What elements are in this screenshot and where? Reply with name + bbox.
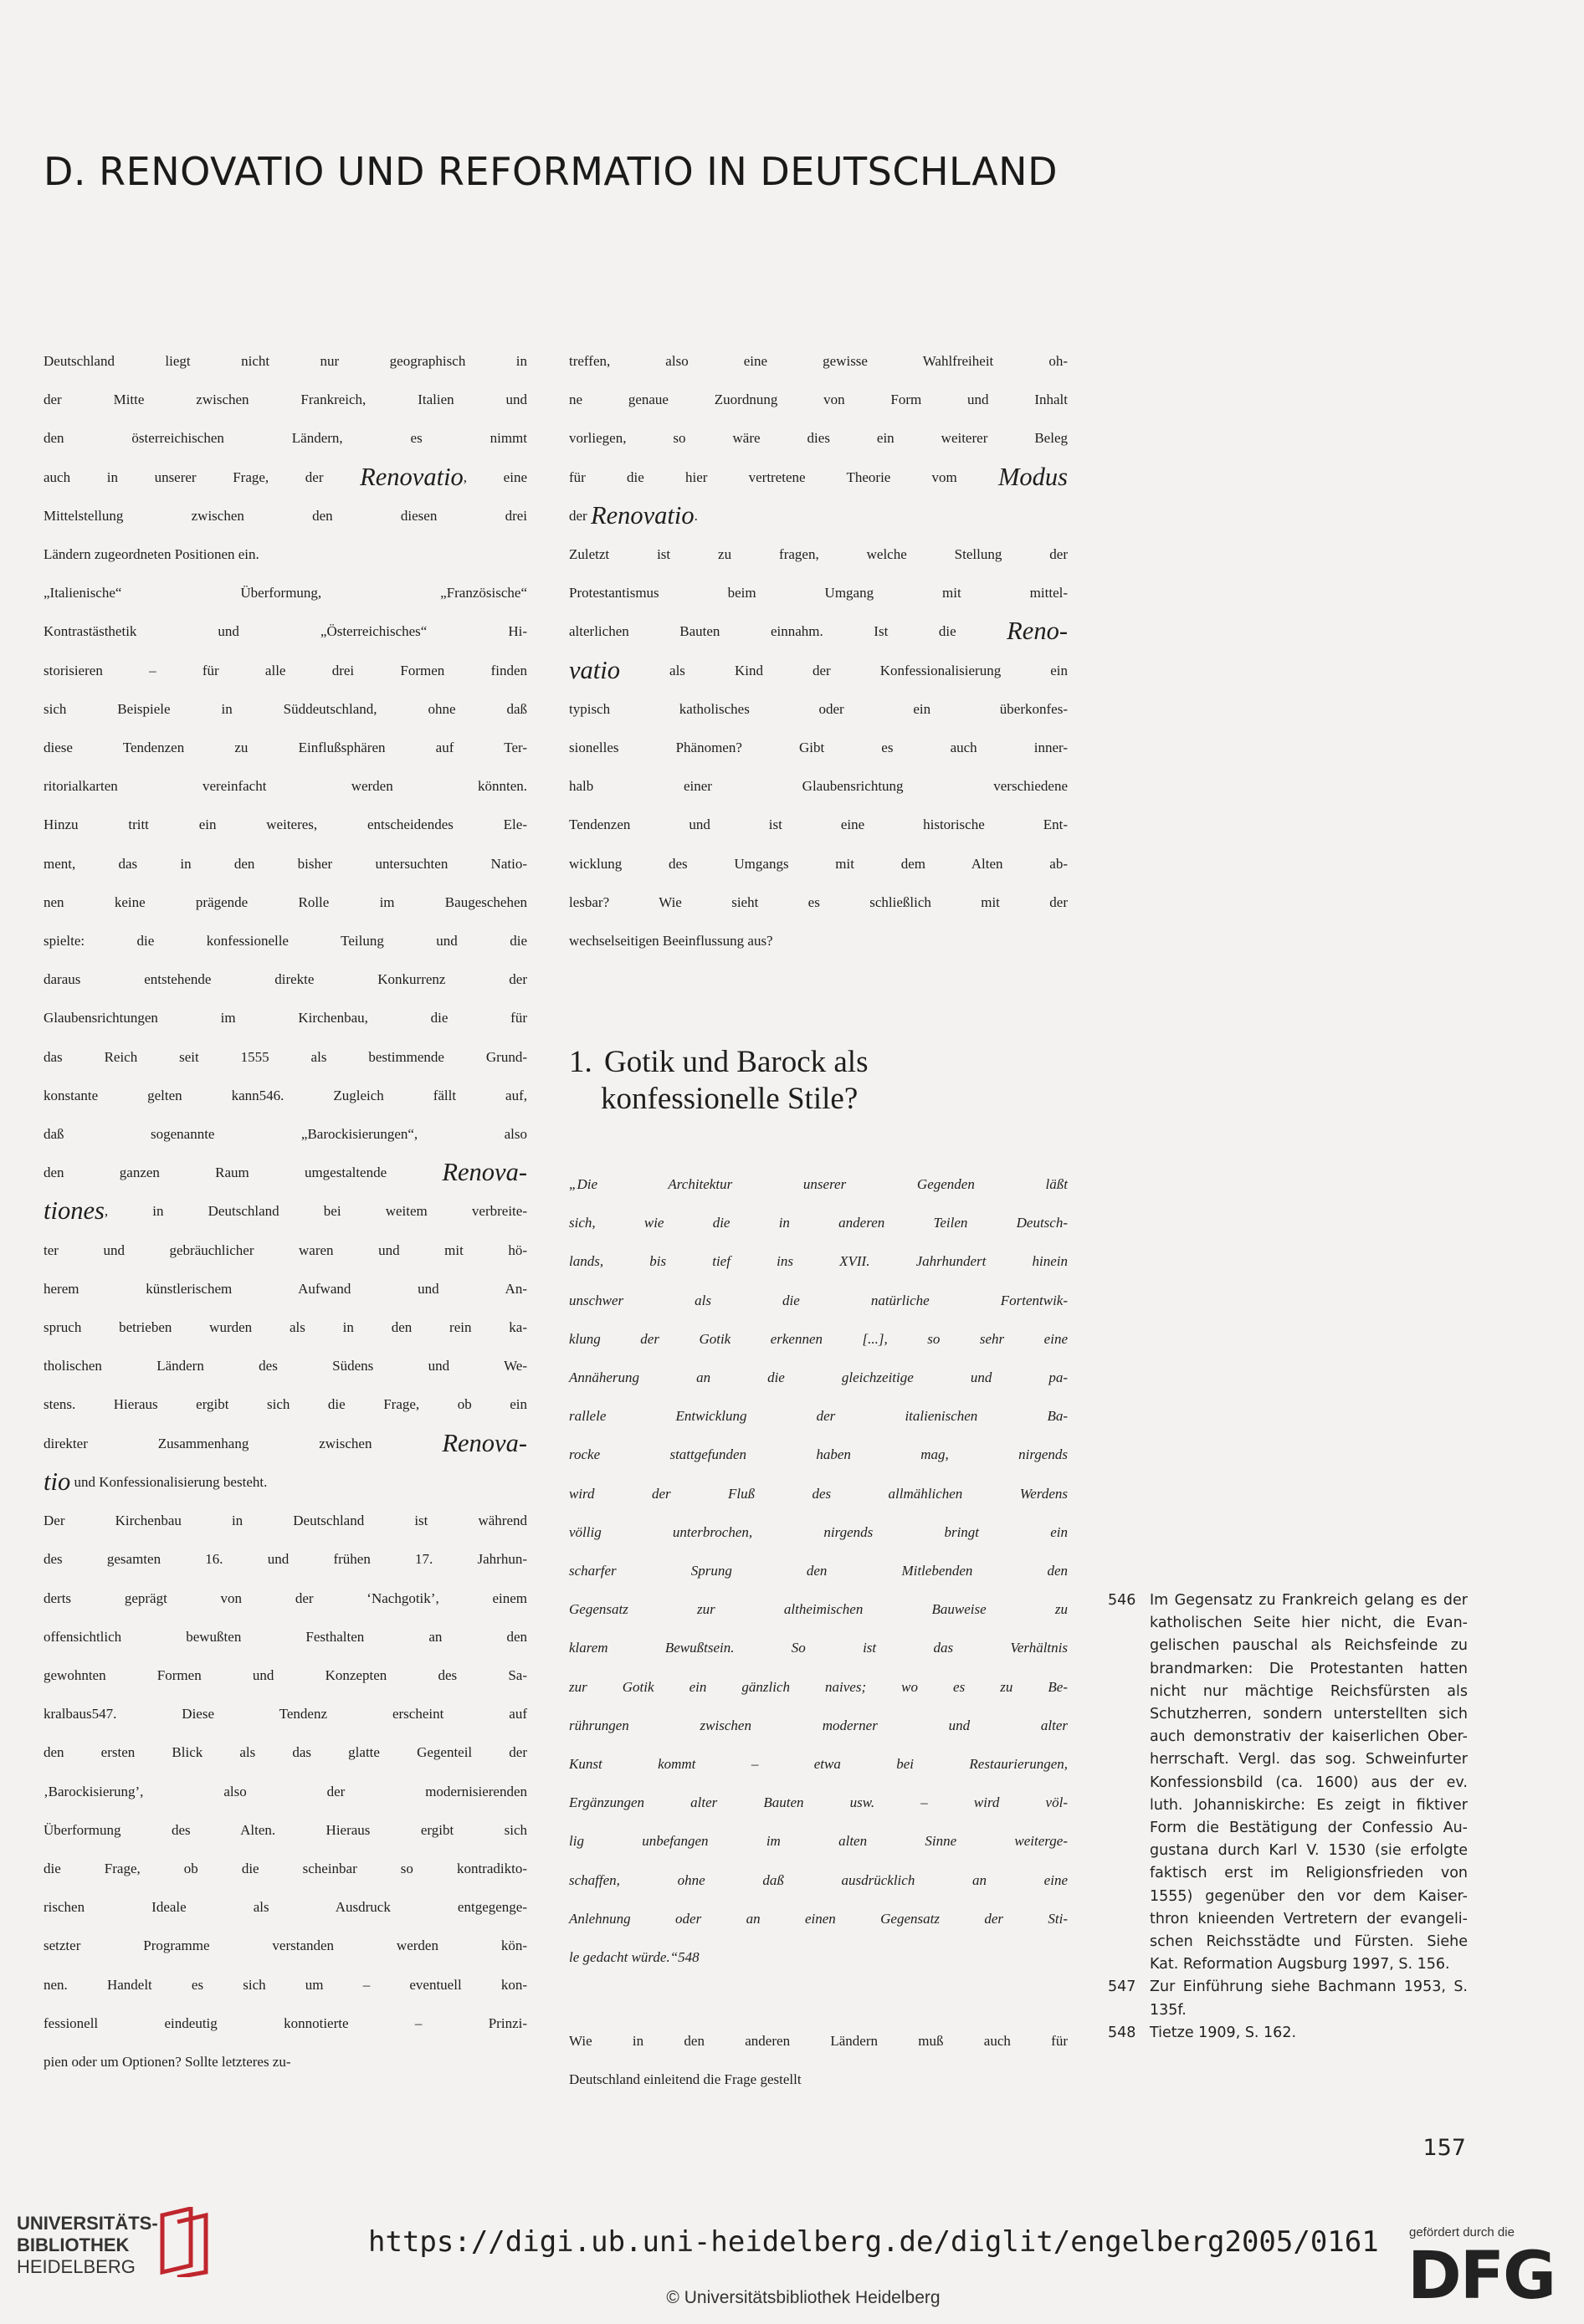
- footnote-line: Form die Bestätigung der Confessio Au-: [1150, 1820, 1468, 1837]
- footnote-number: 546: [1108, 1592, 1136, 1609]
- footnote-number: 547: [1108, 1978, 1136, 1996]
- left-column-line: [44, 612, 527, 650]
- body-column-middle: [569, 341, 1068, 960]
- footnote-reference: kralbaus: [44, 1706, 92, 1723]
- text-run: Renova-: [442, 1158, 527, 1187]
- library-name-line-1: UNIVERSITÄTS-: [17, 2213, 158, 2234]
- footnote-reference: offensichtlich bewußten Festhalten an den: [44, 1628, 527, 1645]
- footnote-reference: Gegensatz zur altheimischen Bauweise zu: [569, 1601, 1068, 1618]
- left-column-line: [44, 1501, 527, 1539]
- left-column-line: [44, 1810, 527, 1849]
- footnote-reference: lands, bis tief ins XVII. Jahrhundert hinein: [569, 1253, 1068, 1270]
- footnote-reference: Überformung des Alten. Hieraus ergibt sich: [44, 1821, 527, 1838]
- text-run: tiones: [44, 1196, 105, 1226]
- footnote-reference: setzter Programme verstanden werden kön-: [44, 1938, 527, 1954]
- footnote-line: Schutzherren, sondern unterstellten sich: [1150, 1706, 1468, 1723]
- footnote-reference: Kontrastästhetik und „Österreichisches“ Hi-: [44, 623, 527, 640]
- left-column-line: [44, 1462, 527, 1501]
- footnote-reference: alterlichen Bauten einnahm. Ist die: [569, 623, 1007, 640]
- footnote-line: gelischen pauschal als Reichsfeinde zu: [1150, 1637, 1468, 1655]
- footnote-reference: storisieren – für alle drei Formen finden: [44, 662, 527, 678]
- footnote-reference: Ländern zugeordneten Positionen ein.: [44, 546, 259, 563]
- footnote-reference: .: [694, 507, 698, 524]
- middle-column-line: [569, 612, 1068, 650]
- footnote-547: [1108, 1976, 1468, 2021]
- block-quote: [569, 1165, 1068, 1976]
- footnote-reference: sich Beispiele in Süddeutschland, ohne daß: [44, 700, 527, 717]
- footnote-reference: daraus entstehende direkte Konkurrenz der: [44, 971, 527, 988]
- left-column-line: [44, 418, 527, 457]
- text-run: Renova-: [442, 1428, 527, 1457]
- footnote-reference: rallele Entwicklung der italienischen Ba-: [569, 1408, 1068, 1425]
- text-run: Reno-: [1007, 617, 1068, 646]
- footnote-reference: scharfer Sprung den Mitlebenden den: [569, 1563, 1068, 1579]
- left-column-line: [44, 380, 527, 418]
- footnote-reference: daß sogenannte „Barockisierungen“, also: [44, 1126, 527, 1143]
- footnote-reference: diese Tendenzen zu Einflußsphären auf Ter-: [44, 740, 527, 756]
- footnote-reference: . Zugleich fällt auf,: [280, 1087, 527, 1103]
- footnote-reference: schaffen, ohne daß ausdrücklich an eine: [569, 1871, 1068, 1888]
- quote-line: [569, 1821, 1068, 1860]
- left-column-line: [44, 1579, 527, 1617]
- footnote-reference: lig unbefangen im alten Sinne weiterge-: [569, 1833, 1068, 1850]
- footnote-reference: tholischen Ländern des Südens und We-: [44, 1358, 527, 1374]
- footnote-line: Tietze 1909, S. 162.: [1150, 2024, 1297, 2041]
- library-name-line-2: BIBLIOTHEK: [17, 2234, 130, 2255]
- footnote-reference: der: [569, 507, 591, 524]
- footnote-reference: 547: [91, 1706, 114, 1723]
- left-column-line: [44, 1539, 527, 1578]
- after-quote-line: [569, 2021, 1068, 2060]
- quote-line: [569, 1281, 1068, 1319]
- footnote-reference: wicklung des Umgangs mit dem Alten ab-: [569, 855, 1068, 872]
- left-column-line: [44, 844, 527, 883]
- footnote-reference: 546: [259, 1087, 281, 1103]
- left-column-line: [44, 2042, 527, 2081]
- footnote-reference: nen keine prägende Rolle im Baugeschehen: [44, 893, 527, 910]
- middle-column-line: [569, 689, 1068, 728]
- quote-line: [569, 1861, 1068, 1899]
- footnote-reference: völlig unterbrochen, nirgends bringt ein: [569, 1523, 1068, 1540]
- document-url-link[interactable]: https://digi.ub.uni-heidelberg.de/diglit/engelberg2005/0161: [368, 2225, 1379, 2259]
- footnote-548: [1108, 2022, 1468, 2045]
- footnote-reference: le gedacht würde.“: [569, 1949, 679, 1966]
- footnote-line: Zur Einführung siehe Bachmann 1953, S.: [1150, 1978, 1468, 1996]
- left-column-line: [44, 689, 527, 728]
- library-name-line-3: HEIDELBERG: [17, 2256, 136, 2277]
- footnote-reference: den österreichischen Ländern, es nimmt: [44, 430, 527, 447]
- footnote-reference: Mittelstellung zwischen den diesen drei: [44, 507, 527, 524]
- footnote-reference: Deutschland liegt nicht nur geographisch in: [44, 353, 527, 369]
- section-heading: [569, 1044, 1071, 1118]
- footnote-line: gustana durch Karl V. 1530 (sie erfolgte: [1150, 1842, 1468, 1860]
- left-column-line: [44, 921, 527, 960]
- footnote-reference: Hinzu tritt ein weiteres, entscheidendes Ele-: [44, 816, 527, 833]
- left-column-line: [44, 1424, 527, 1462]
- left-column-line: [44, 1076, 527, 1114]
- footnote-line: 135f.: [1150, 2001, 1187, 2019]
- footnote-reference: wechselseitigen Beeinflussung aus?: [569, 933, 773, 950]
- quote-line: [569, 1938, 1068, 1976]
- quote-line: [569, 1435, 1068, 1473]
- body-text-after-quote: [569, 2021, 1068, 2098]
- quote-line: [569, 1319, 1068, 1358]
- quote-line: [569, 1783, 1068, 1821]
- left-column-line: [44, 1849, 527, 1887]
- left-column-line: [44, 1191, 527, 1230]
- quote-line: [569, 1358, 1068, 1396]
- chapter-title: D. RENOVATIO UND REFORMATIO IN DEUTSCHLAND: [44, 149, 1059, 194]
- quote-line: [569, 1165, 1068, 1203]
- footnote-546: [1108, 1589, 1468, 1976]
- left-column-line: [44, 2004, 527, 2042]
- left-column-line: [44, 1733, 527, 1771]
- footnote-reference: der Mitte zwischen Frankreich, Italien und: [44, 392, 527, 408]
- footnote-reference: ritorialkarten vereinfacht werden könnten.: [44, 778, 527, 795]
- middle-column-line: [569, 573, 1068, 612]
- middle-column-line: [569, 341, 1068, 380]
- footnote-reference: halb einer Glaubensrichtung verschiedene: [569, 778, 1068, 795]
- quote-line: [569, 1899, 1068, 1938]
- funding-caption: gefördert durch die: [1409, 2225, 1515, 2240]
- quote-line: [569, 1203, 1068, 1241]
- body-column-left: [44, 341, 527, 2081]
- footnote-reference: ‚Barockisierung’, also der modernisierenden: [44, 1783, 527, 1799]
- left-column-line: [44, 766, 527, 805]
- footnote-line: 1555) gegenüber den vor dem Kaiser-: [1150, 1887, 1468, 1905]
- footnote-reference: als Kind der Konfessionalisierung ein: [620, 662, 1068, 678]
- footnote-reference: 548: [678, 1949, 700, 1966]
- quote-line: [569, 1744, 1068, 1783]
- left-column-line: [44, 960, 527, 998]
- footnote-line: schen Reichsstädte und Fürsten. Siehe: [1150, 1933, 1468, 1951]
- footnote-reference: herem künstlerischem Aufwand und An-: [44, 1280, 527, 1297]
- left-column-line: [44, 805, 527, 843]
- footnote-reference: sionelles Phänomen? Gibt es auch inner-: [569, 740, 1068, 756]
- footnote-reference: fessionell eindeutig konnotierte – Prinzi-: [44, 2014, 527, 2031]
- left-column-line: [44, 1694, 527, 1733]
- footnote-reference: den ganzen Raum umgestaltende: [44, 1165, 443, 1181]
- left-column-line: [44, 1965, 527, 2004]
- footnote-reference: für die hier vertretene Theorie vom: [569, 468, 998, 485]
- quote-line: [569, 1241, 1068, 1280]
- footnote-reference: zur Gotik ein gänzlich naives; wo es zu Be-: [569, 1678, 1068, 1695]
- left-column-line: [44, 1114, 527, 1153]
- middle-column-line: [569, 651, 1068, 689]
- footnote-reference: klung der Gotik erkennen [...], so sehr eine: [569, 1330, 1068, 1347]
- quote-line: [569, 1474, 1068, 1513]
- footnote-reference: rocke stattgefunden haben mag, nirgends: [569, 1446, 1068, 1463]
- footnote-reference: gewohnten Formen und Konzepten des Sa-: [44, 1666, 527, 1683]
- left-column-line: [44, 1385, 527, 1423]
- footnote-reference: derts geprägt von der ‘Nachgotik’, einem: [44, 1589, 527, 1606]
- text-run: Renovatio: [360, 462, 464, 491]
- middle-column-line: [569, 380, 1068, 418]
- footnote-reference: Anlehnung oder an einen Gegensatz der Sti-: [569, 1910, 1068, 1927]
- footnote-reference: ter und gebräuchlicher waren und mit hö-: [44, 1241, 527, 1258]
- left-column-line: [44, 1772, 527, 1810]
- footnote-reference: ne genaue Zuordnung von Form und Inhalt: [569, 392, 1068, 408]
- footnote-line: Kat. Reformation Augsburg 1997, S. 156.: [1150, 1956, 1450, 1973]
- left-column-line: [44, 728, 527, 766]
- left-column-line: [44, 1269, 527, 1308]
- footnote-reference: Tendenzen und ist eine historische Ent-: [569, 816, 1068, 833]
- footnote-reference: Annäherung an die gleichzeitige und pa-: [569, 1369, 1068, 1386]
- quote-line: [569, 1396, 1068, 1435]
- footnote-reference: , eine: [463, 468, 527, 485]
- footnote-reference: Ergänzungen alter Bauten usw. – wird völ-: [569, 1794, 1068, 1811]
- quote-line: [569, 1513, 1068, 1551]
- footnote-reference: Zuletzt ist zu fragen, welche Stellung der: [569, 546, 1068, 563]
- footnote-reference: lesbar? Wie sieht es schließlich mit der: [569, 893, 1068, 910]
- left-column-line: [44, 573, 527, 612]
- page-number: 157: [1423, 2135, 1466, 2161]
- section-title-line-2: konfessionelle Stile?: [601, 1082, 859, 1116]
- section-number: 1.: [569, 1045, 592, 1079]
- left-column-line: [44, 651, 527, 689]
- footnote-reference: Protestantismus beim Umgang mit mittel-: [569, 585, 1068, 601]
- footnote-reference: und Konfessionalisierung besteht.: [70, 1473, 268, 1490]
- quote-line: [569, 1589, 1068, 1628]
- footnote-reference: konstante gelten kann: [44, 1087, 259, 1103]
- middle-column-line: [569, 458, 1068, 496]
- text-run: vatio: [569, 655, 620, 684]
- quote-line: [569, 1551, 1068, 1589]
- footnote-line: auch demonstrativ der kaiserlichen Ober-: [1150, 1728, 1468, 1746]
- left-column-line: [44, 1153, 527, 1191]
- text-run: tio: [44, 1467, 71, 1496]
- middle-column-line: [569, 921, 1068, 960]
- footnote-reference: auch in unserer Frage, der: [44, 468, 361, 485]
- middle-column-line: [569, 766, 1068, 805]
- footnote-reference: stens. Hieraus ergibt sich die Frage, ob ein: [44, 1396, 527, 1413]
- footnote-reference: spielte: die konfessionelle Teilung und die: [44, 933, 527, 950]
- footnote-reference: rührungen zwischen moderner und alter: [569, 1717, 1068, 1733]
- text-run: Renovatio: [590, 500, 695, 530]
- footnote-reference: wird der Fluß des allmählichen Werdens: [569, 1485, 1068, 1502]
- left-column-line: [44, 535, 527, 573]
- library-logo-icon: [157, 2207, 213, 2277]
- library-logo-text: [17, 2213, 158, 2278]
- after-quote-line: [569, 2060, 1068, 2098]
- left-column-line: [44, 1231, 527, 1269]
- footnote-line: katholischen Seite hier nicht, die Evan-: [1150, 1615, 1468, 1632]
- footnote-reference: spruch betrieben wurden als in den rein ka-: [44, 1319, 527, 1336]
- left-column-line: [44, 496, 527, 535]
- left-column-line: [44, 1887, 527, 1926]
- left-column-line: [44, 1656, 527, 1694]
- footnote-reference: das Reich seit 1555 als bestimmende Grund-: [44, 1048, 527, 1065]
- left-column-line: [44, 1346, 527, 1385]
- middle-column-line: [569, 496, 1068, 535]
- footnote-reference: typisch katholisches oder ein überkonfes-: [569, 700, 1068, 717]
- footnotes: [1108, 1589, 1468, 2045]
- footnote-reference: des gesamten 16. und frühen 17. Jahrhun-: [44, 1551, 527, 1568]
- footnote-reference: den ersten Blick als das glatte Gegenteil der: [44, 1744, 527, 1761]
- footnote-reference: treffen, also eine gewisse Wahlfreiheit oh-: [569, 353, 1068, 369]
- section-title-line-1: Gotik und Barock als: [604, 1045, 869, 1079]
- footnote-line: Im Gegensatz zu Frankreich gelang es der: [1150, 1592, 1468, 1609]
- left-column-line: [44, 1037, 527, 1076]
- footnote-reference: nen. Handelt es sich um – eventuell kon-: [44, 1976, 527, 1993]
- footnote-reference: rischen Ideale als Ausdruck entgegenge-: [44, 1899, 527, 1916]
- middle-column-line: [569, 728, 1068, 766]
- footnote-line: brandmarken: Die Protestanten hatten: [1150, 1660, 1468, 1677]
- footnote-reference: Der Kirchenbau in Deutschland ist während: [44, 1513, 527, 1529]
- footnote-line: faktisch erst im Religionsfrieden von: [1150, 1865, 1468, 1882]
- middle-column-line: [569, 883, 1068, 921]
- left-column-line: [44, 1308, 527, 1346]
- footnote-number: 548: [1108, 2024, 1136, 2041]
- footnote-reference: ment, das in den bisher untersuchten Natio-: [44, 855, 527, 872]
- footnote-line: herrschaft. Vergl. das sog. Schweinfurter: [1150, 1751, 1468, 1769]
- footnote-reference: , in Deutschland bei weitem verbreite-: [104, 1203, 527, 1220]
- footnote-reference: direkter Zusammenhang zwischen: [44, 1435, 443, 1451]
- footnote-reference: die Frage, ob die scheinbar so kontradikto-: [44, 1860, 527, 1876]
- footnote-reference: Wie in den anderen Ländern muß auch für: [569, 2033, 1068, 2049]
- footnote-reference: pien oder um Optionen? Sollte letzteres zu-: [44, 2053, 291, 2070]
- quote-line: [569, 1706, 1068, 1744]
- copyright-notice: © Universitätsbibliothek Heidelberg: [666, 2288, 941, 2307]
- quote-line: [569, 1628, 1068, 1666]
- footnote-reference: sich, wie die in anderen Teilen Deutsch-: [569, 1215, 1068, 1231]
- dfg-logo-icon: DFG: [1407, 2239, 1556, 2314]
- footnote-line: nicht nur mächtige Reichsfürsten als: [1150, 1682, 1468, 1700]
- footnote-reference: vorliegen, so wäre dies ein weiterer Beleg: [569, 430, 1068, 447]
- middle-column-line: [569, 844, 1068, 883]
- middle-column-line: [569, 418, 1068, 457]
- left-column-line: [44, 341, 527, 380]
- middle-column-line: [569, 805, 1068, 843]
- footnote-reference: klarem Bewußtsein. So ist das Verhältnis: [569, 1640, 1068, 1656]
- footnote-reference: unschwer als die natürliche Fortentwik-: [569, 1292, 1068, 1308]
- quote-line: [569, 1667, 1068, 1706]
- footnote-reference: . Diese Tendenz erscheint auf: [113, 1706, 527, 1723]
- left-column-line: [44, 883, 527, 921]
- footnote-reference: „Italienische“ Überformung, „Französische“: [44, 585, 527, 601]
- left-column-line: [44, 1617, 527, 1656]
- footnote-reference: „Die Architektur unserer Gegenden läßt: [569, 1176, 1068, 1192]
- left-column-line: [44, 458, 527, 496]
- footnote-line: Konfessionsbild (ca. 1600) aus der ev.: [1150, 1774, 1468, 1791]
- footnote-line: thron knieenden Vertretern der evangeli-: [1150, 1910, 1468, 1927]
- left-column-line: [44, 998, 527, 1037]
- text-run: Modus: [997, 462, 1068, 491]
- footnote-reference: Deutschland einleitend die Frage gestellt: [569, 2071, 802, 2088]
- left-column-line: [44, 1926, 527, 1964]
- footnote-reference: Glaubensrichtungen im Kirchenbau, die für: [44, 1010, 527, 1026]
- footnote-line: luth. Johanniskirche: Es zeigt in fiktiver: [1150, 1796, 1468, 1814]
- middle-column-line: [569, 535, 1068, 573]
- footnote-reference: Kunst kommt – etwa bei Restaurierungen,: [569, 1756, 1068, 1773]
